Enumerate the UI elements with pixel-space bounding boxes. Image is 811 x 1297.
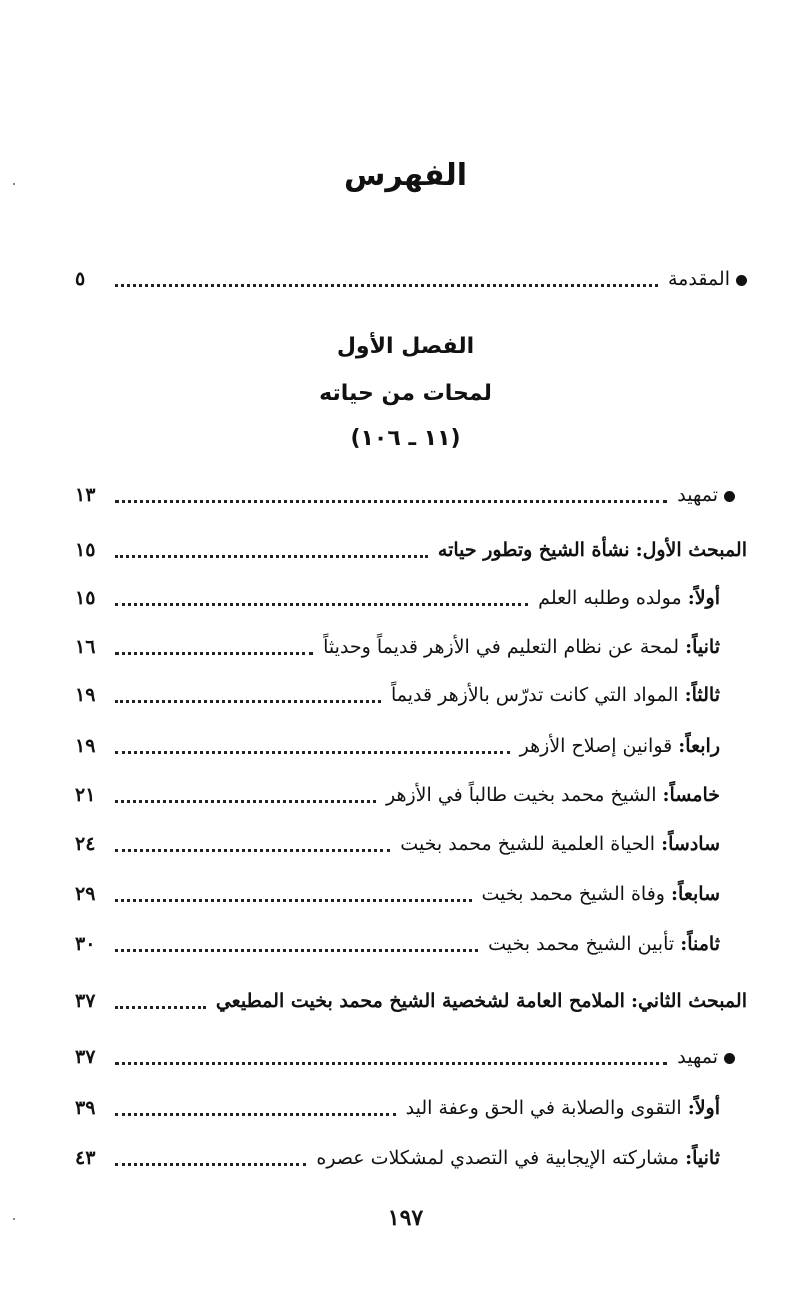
toc-label: تمهيد (677, 1046, 718, 1068)
chapter-subtitle: لمحات من حياته (319, 381, 492, 406)
toc-label: قوانين إصلاح الأزهر (519, 735, 673, 757)
dot-leader (115, 949, 478, 952)
toc-row (75, 1040, 735, 1074)
toc-row (75, 1141, 720, 1175)
toc-page-number: ٢٩ (75, 883, 96, 905)
toc-page-number: ٢١ (75, 784, 96, 806)
dot-leader (115, 751, 510, 754)
toc-page-number: ١٦ (75, 636, 96, 658)
toc-row (75, 827, 720, 861)
toc-label: مولده وطلبه العلم (538, 587, 682, 609)
toc-page-number: ١٥ (75, 539, 96, 561)
toc-page-number: ١٩ (75, 735, 96, 757)
toc-page-number: ٣٧ (75, 1046, 96, 1068)
dot-leader (115, 700, 381, 703)
toc-prefix: سادساً: (661, 833, 720, 855)
toc-page-number: ٥ (75, 268, 86, 290)
scan-speck (13, 183, 15, 185)
toc-page-number: ٣٧ (75, 990, 96, 1012)
toc-prefix: المبحث الثاني: (630, 990, 747, 1012)
toc-label: تمهيد (677, 484, 718, 506)
toc-row (75, 678, 720, 712)
dot-leader (115, 284, 658, 287)
toc-prefix: ثامناً: (680, 933, 720, 955)
toc-label: المقدمة (667, 268, 730, 290)
toc-prefix: سابعاً: (671, 883, 720, 905)
toc-row (75, 533, 747, 567)
toc-prefix: ثالثاً: (684, 684, 720, 706)
dot-leader (115, 555, 428, 558)
toc-label: نشأة الشيخ وتطور حياته (437, 539, 630, 561)
toc-label: الحياة العلمية للشيخ محمد بخيت (400, 833, 656, 855)
toc-page-number: ٣٩ (75, 1097, 96, 1119)
toc-row (75, 478, 735, 512)
toc-prefix: ثانياً: (685, 636, 720, 658)
toc-row (75, 630, 720, 664)
dot-leader (115, 1006, 206, 1009)
page-number: ١٩٧ (387, 1205, 424, 1231)
toc-page-number: ١٣ (75, 484, 96, 506)
toc-row (75, 581, 720, 615)
toc-label: وفاة الشيخ محمد بخيت (481, 883, 665, 905)
toc-prefix: المبحث الأول: (635, 539, 747, 561)
dot-leader (115, 1113, 396, 1116)
toc-prefix: ثانياً: (685, 1147, 720, 1169)
toc-row (75, 778, 720, 812)
toc-row (75, 1091, 720, 1125)
toc-label: الملامح العامة لشخصية الشيخ محمد بخيت المطيعي (215, 990, 625, 1012)
dot-leader (115, 1062, 667, 1065)
chapter-page-range: (١١ ـ ١٠٦) (350, 426, 461, 451)
toc-prefix: أولاً: (687, 587, 720, 609)
dot-leader (115, 899, 472, 902)
toc-row (75, 984, 747, 1018)
toc-label: لمحة عن نظام التعليم في الأزهر قديماً وحديثاً (323, 636, 680, 658)
toc-label: تأبين الشيخ محمد بخيت (488, 933, 675, 955)
dot-leader (115, 849, 390, 852)
dot-leader (115, 1163, 306, 1166)
toc-page-number: ١٥ (75, 587, 96, 609)
toc-page-number: ٢٤ (75, 833, 96, 855)
toc-label: المواد التي كانت تدرّس بالأزهر قديماً (390, 684, 679, 706)
toc-page-number: ٤٣ (75, 1147, 96, 1169)
toc-prefix: رابعاً: (678, 735, 720, 757)
toc-prefix: خامساً: (662, 784, 720, 806)
page-title: الفهرس (343, 158, 467, 193)
chapter-heading: الفصل الأول (336, 334, 475, 359)
scan-speck (13, 1218, 15, 1220)
toc-label: التقوى والصلابة في الحق وعفة اليد (405, 1097, 682, 1119)
toc-label: الشيخ محمد بخيت طالباً في الأزهر (385, 784, 657, 806)
toc-page-number: ١٩ (75, 684, 96, 706)
bullet-icon (724, 491, 735, 502)
dot-leader (115, 800, 376, 803)
toc-label: مشاركته الإيجابية في التصدي لمشكلات عصره (316, 1147, 680, 1169)
bullet-icon (724, 1053, 735, 1064)
toc-page-number: ٣٠ (75, 933, 96, 955)
dot-leader (115, 603, 528, 606)
toc-row (75, 877, 720, 911)
bullet-icon (736, 275, 747, 286)
toc-row-intro (75, 262, 747, 296)
toc-prefix: أولاً: (687, 1097, 720, 1119)
dot-leader (115, 652, 313, 655)
toc-row (75, 729, 720, 763)
toc-row (75, 927, 720, 961)
dot-leader (115, 500, 667, 503)
